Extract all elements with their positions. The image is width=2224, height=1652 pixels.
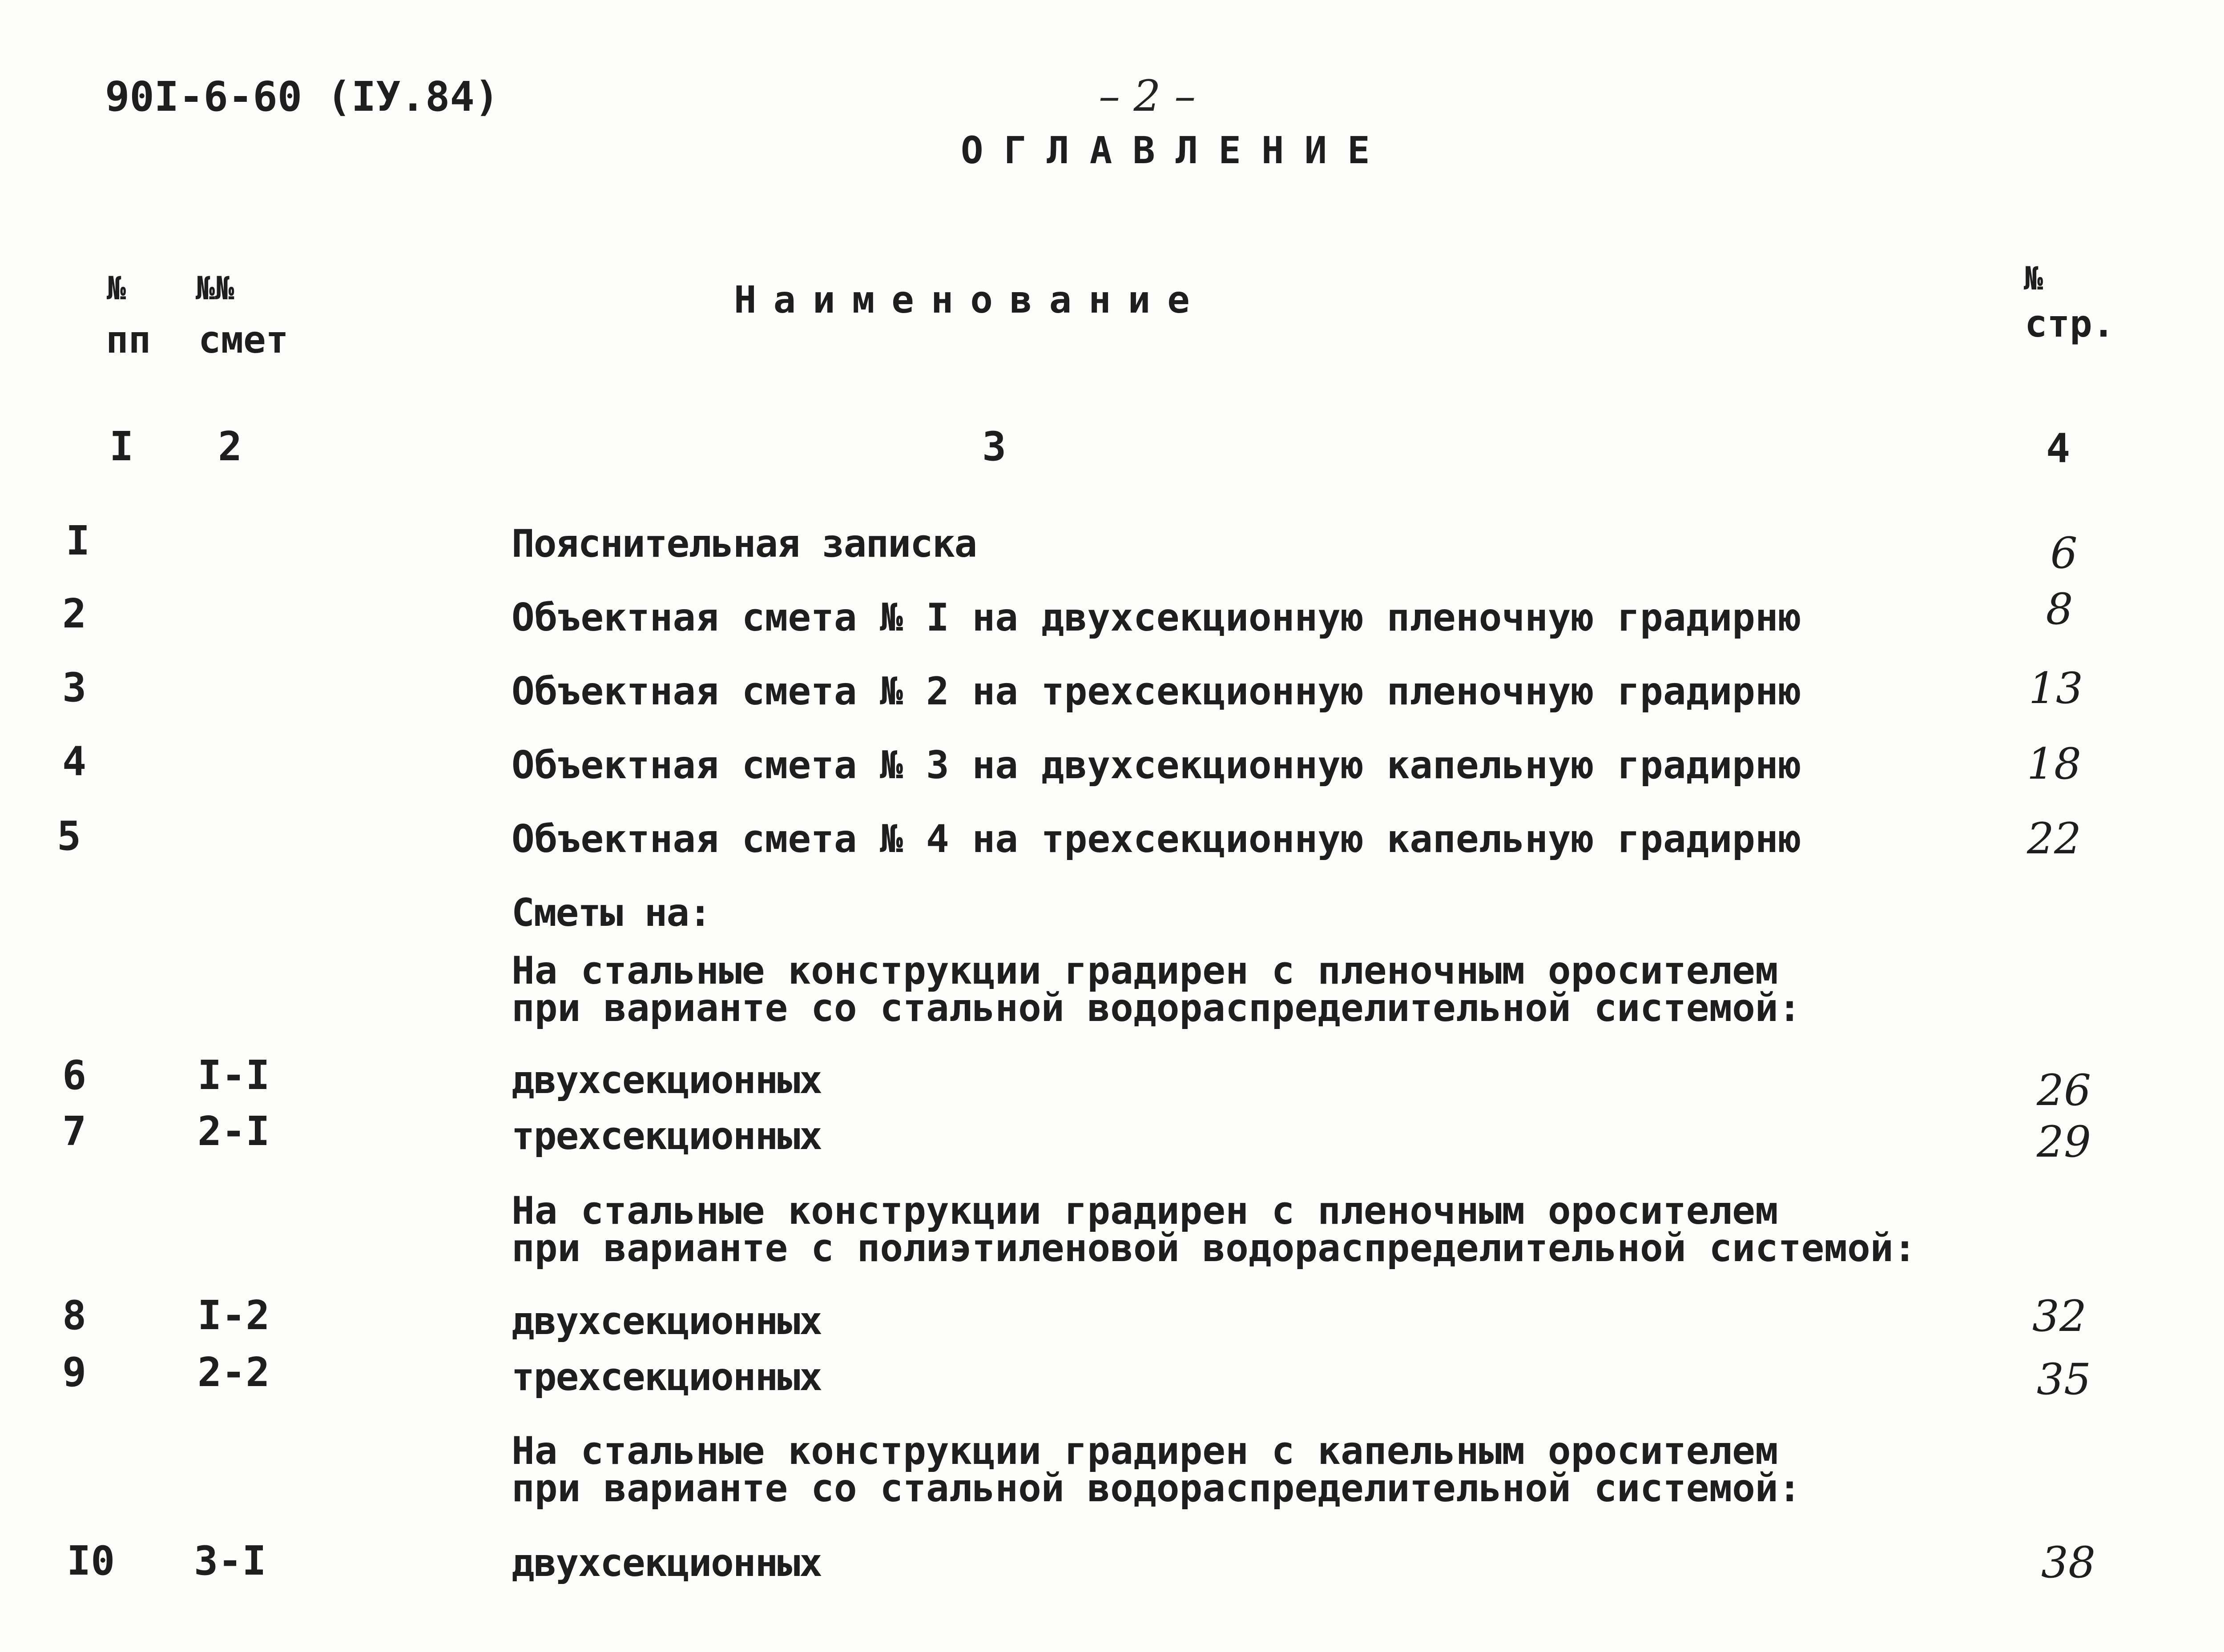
column-index-2: 2 (218, 423, 242, 470)
group-3-line-2: при варианте со стальной водораспределительной системой: (512, 1466, 1801, 1511)
row-4-name: Объектная смета № 3 на двухсекционную капельную градирню (512, 743, 1801, 788)
row-9-number: 9 (62, 1349, 87, 1396)
row-8-page: 32 (2032, 1291, 2087, 1341)
document-code: 90I-6-60 (IУ.84) (105, 73, 500, 121)
row-1-name: Пояснительная записка (512, 522, 977, 566)
row-9-page: 35 (2036, 1355, 2091, 1404)
row-8-number: 8 (62, 1292, 87, 1339)
row-4-number: 4 (62, 738, 87, 785)
column-header-estimate-bottom: смет (198, 318, 289, 362)
row-7-number: 7 (62, 1108, 87, 1155)
column-index-3: 3 (982, 423, 1007, 470)
row-10-page: 38 (2041, 1538, 2096, 1588)
row-10-estimate: 3-I (194, 1538, 266, 1584)
row-6-name: двухсекционных (512, 1058, 822, 1102)
group-2-line-2: при варианте с полиэтиленовой водораспределительной системой: (512, 1226, 1917, 1270)
row-4-page: 18 (2027, 739, 2082, 789)
row-7-page: 29 (2036, 1117, 2091, 1167)
page-title: ОГЛАВЛЕНИЕ (961, 129, 1390, 172)
row-5-number: 5 (57, 813, 81, 860)
group-2-line-1: На стальные конструкции градирен с пленочным оросителем (512, 1189, 1778, 1233)
row-5-page: 22 (2027, 814, 2082, 864)
column-header-name: Наименование (734, 278, 1207, 322)
row-9-estimate: 2-2 (197, 1349, 270, 1396)
row-10-number: I0 (67, 1538, 115, 1584)
group-1-line-1: На стальные конструкции градирен с пленочным оросителем (512, 949, 1778, 993)
group-1-line-2: при варианте со стальной водораспределительной системой: (512, 986, 1801, 1030)
row-2-name: Объектная смета № I на двухсекционную пленочную градирню (512, 595, 1801, 640)
row-3-number: 3 (62, 664, 87, 711)
column-header-number-top: № (107, 269, 126, 307)
row-9-name: трехсекционных (512, 1355, 822, 1399)
row-6-page: 26 (2036, 1065, 2091, 1115)
row-8-estimate: I-2 (197, 1292, 270, 1339)
row-2-number: 2 (62, 591, 87, 637)
row-7-name: трехсекционных (512, 1114, 822, 1158)
row-8-name: двухсекционных (512, 1299, 822, 1343)
row-3-name: Объектная смета № 2 на трехсекционную пленочную градирню (512, 669, 1801, 714)
row-6-estimate: I-I (197, 1052, 270, 1099)
group-3-line-1: На стальные конструкции градирен с капельным оросителем (512, 1429, 1778, 1473)
estimates-heading: Сметы на: (512, 891, 711, 935)
row-7-estimate: 2-I (197, 1108, 270, 1155)
column-index-1: I (109, 423, 134, 470)
column-header-page-bottom: стр. (2025, 302, 2115, 346)
row-3-page: 13 (2028, 663, 2083, 713)
column-index-4: 4 (2046, 425, 2071, 472)
row-1-page: 6 (2050, 528, 2078, 578)
row-1-number: I (66, 518, 90, 564)
row-10-name: двухсекционных (512, 1541, 822, 1585)
page-number-mark: – 2 – (1099, 71, 1196, 121)
column-header-page-top: № (2024, 260, 2043, 297)
row-6-number: 6 (62, 1052, 87, 1099)
column-header-estimate-top: №№ (196, 269, 234, 307)
row-2-page: 8 (2046, 584, 2073, 634)
column-header-number-bottom: пп (106, 318, 151, 362)
row-5-name: Объектная смета № 4 на трехсекционную капельную градирню (512, 817, 1801, 861)
